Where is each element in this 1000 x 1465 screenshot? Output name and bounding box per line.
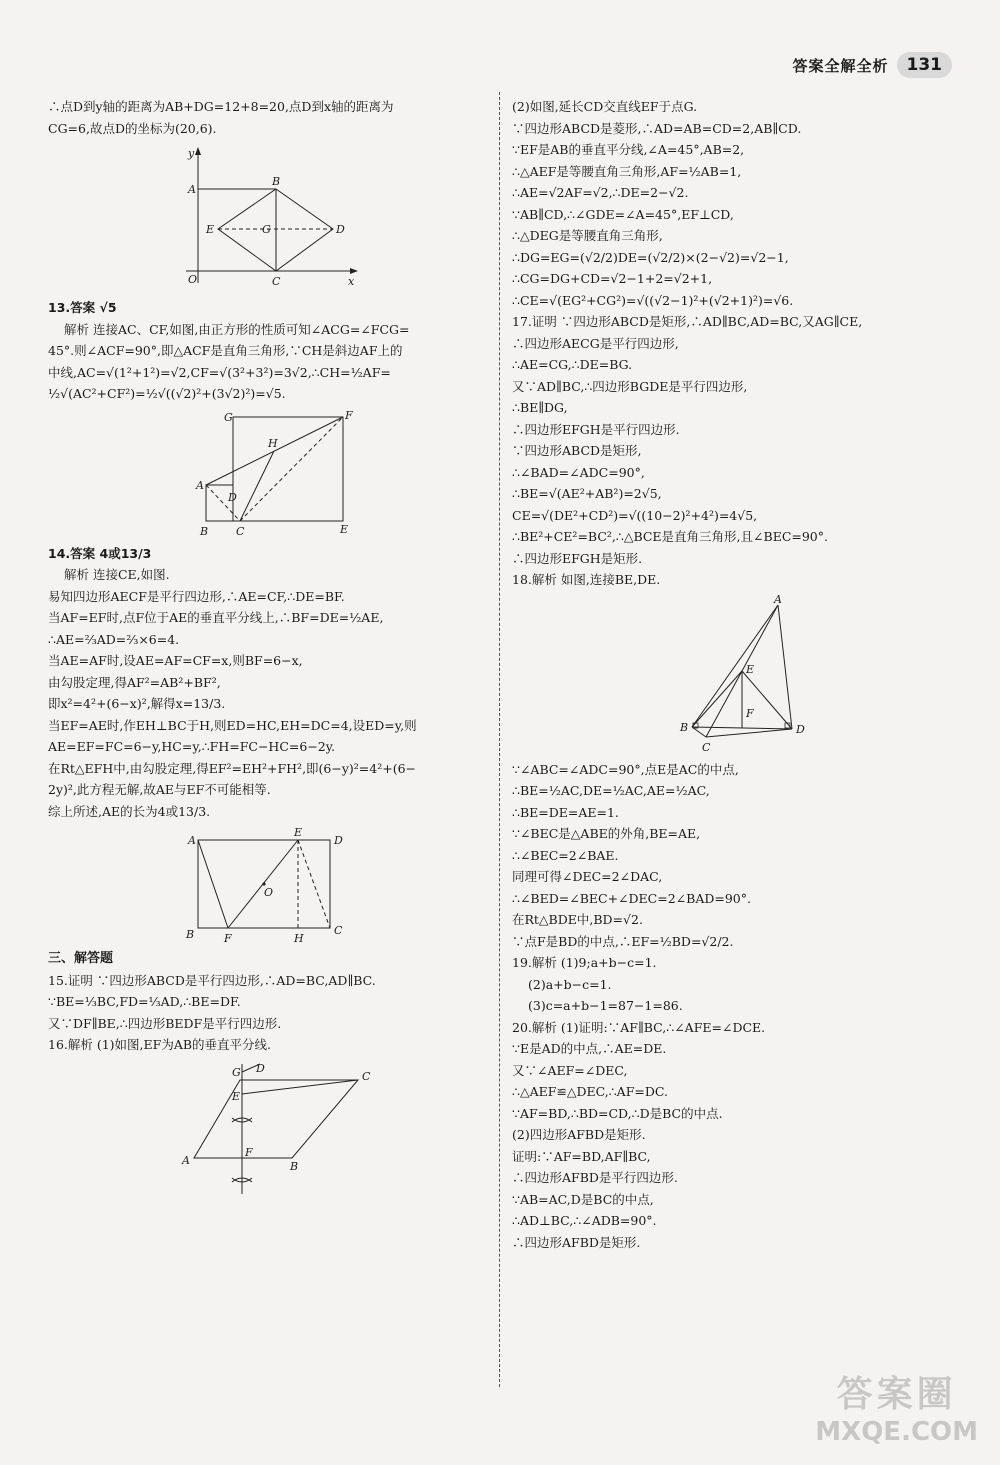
q20-line: ∴四边形AFBD是矩形. bbox=[512, 1234, 641, 1250]
q17-line: 17.证明 ∵四边形ABCD是矩形,∴AD∥BC,AD=BC,又AG∥CE, bbox=[512, 314, 863, 329]
header-title: 答案全解全析 bbox=[792, 56, 889, 75]
fig12-label: E bbox=[206, 223, 215, 236]
fig16-label: G bbox=[232, 1065, 241, 1079]
q13-line: 中线,AC=√(1²+1²)=√2,CF=√(3²+3²)=3√2,∴CH=½AF= bbox=[48, 364, 391, 380]
q17-line: ∴AE=CG,∴DE=BG. bbox=[512, 357, 633, 372]
q18-line: ∴BE=DE=AE=1. bbox=[512, 804, 619, 820]
q15-line: 15.证明 ∵四边形ABCD是平行四边形,∴AD=BC,AD∥BC. bbox=[48, 972, 376, 988]
fig14-label: E bbox=[294, 826, 303, 839]
q17-line: ∴四边形EFGH是矩形. bbox=[512, 550, 643, 566]
q14-line: 2y)²,此方程无解,故AE与EF不可能相等. bbox=[48, 782, 271, 797]
fig13-label: C bbox=[236, 524, 245, 538]
q20-line: 20.解析 (1)证明:∵AF∥BC,∴∠AFE=∠DCE. bbox=[512, 1019, 766, 1035]
q20-line: ∴四边形AFBD是平行四边形. bbox=[512, 1170, 678, 1185]
page-header bbox=[792, 52, 952, 78]
q17-line: 又∵AD∥BC,∴四边形BGDE是平行四边形, bbox=[512, 378, 748, 394]
q20-line: ∵E是AD的中点,∴AE=DE. bbox=[512, 1041, 667, 1056]
q15-line: ∵BE=⅓BC,FD=⅓AD,∴BE=DF. bbox=[48, 994, 241, 1009]
q13-line: 解析 连接AC、CF,如图,由正方形的性质可知∠ACG=∠FCG= bbox=[64, 321, 410, 337]
fig14-label: F bbox=[224, 932, 232, 944]
q16-line: 16.解析 (1)如图,EF为AB的垂直平分线. bbox=[48, 1037, 272, 1052]
fig12-label: A bbox=[188, 183, 196, 196]
q14-line: 当EF=AE时,作EH⊥BC于H,则ED=HC,EH=DC=4,设ED=y,则 bbox=[48, 717, 417, 733]
q14-title: 14.答案 4或13/3 bbox=[48, 545, 152, 561]
q20-line: 证明:∵AF=BD,AF∥BC, bbox=[512, 1148, 651, 1164]
fig18-label: F bbox=[746, 706, 754, 720]
fig12-label: y bbox=[188, 147, 195, 160]
q20-line: ∴AD⊥BC,∴∠ADB=90°. bbox=[512, 1213, 657, 1228]
q14-line: 在Rt△EFH中,由勾股定理,得EF²=EH²+FH²,即(6−y)²=4²+(6− bbox=[48, 760, 417, 776]
q18-line: ∵∠BEC是△ABE的外角,BE=AE, bbox=[512, 826, 701, 841]
fig14-label: A bbox=[188, 834, 196, 847]
q12-line: CG=6,故点D的坐标为(20,6). bbox=[48, 120, 217, 136]
q20-line: ∵AF=BD,∴BD=CD,∴D是BC的中点. bbox=[512, 1105, 723, 1121]
fig13-label: E bbox=[340, 522, 349, 536]
fig16-label: D bbox=[256, 1061, 265, 1075]
fig18-label: E bbox=[746, 662, 755, 676]
fig12-label: O bbox=[188, 273, 198, 286]
fig16-label: F bbox=[245, 1145, 253, 1159]
fig13-label: F bbox=[345, 408, 353, 422]
q14-line: 由勾股定理,得AF²=AB²+BF², bbox=[48, 674, 221, 690]
watermark-url: MXQE.COM bbox=[815, 1417, 978, 1447]
q14-line: 解析 连接CE,如图. bbox=[64, 567, 170, 582]
q19-line: (2)a+b−c=1. bbox=[528, 976, 612, 992]
q16-line: ∴DG=EG=(√2/2)DE=(√2/2)×(2−√2)=√2−1, bbox=[512, 249, 789, 265]
q18-line: 18.解析 如图,连接BE,DE. bbox=[512, 572, 661, 587]
q14-line: ∴AE=⅔AD=⅔×6=4. bbox=[48, 631, 180, 647]
fig14-label: C bbox=[334, 924, 343, 937]
q18-line: 在Rt△BDE中,BD=√2. bbox=[512, 912, 643, 927]
q16-line: ∴△AEF是等腰直角三角形,AF=½AB=1, bbox=[512, 163, 742, 179]
fig14-label: D bbox=[334, 834, 343, 847]
q17-line: ∴∠BAD=∠ADC=90°, bbox=[512, 464, 645, 480]
q13-title: 13.答案 √5 bbox=[48, 300, 117, 315]
fig14-label: H bbox=[294, 932, 304, 944]
q19-line: 19.解析 (1)9;a+b−c=1. bbox=[512, 955, 657, 970]
fig18-label: D bbox=[796, 722, 805, 736]
q18-line: ∵点F是BD的中点,∴EF=½BD=√2/2. bbox=[512, 933, 734, 949]
q20-line: ∵AB=AC,D是BC的中点, bbox=[512, 1191, 654, 1207]
fig12-label: C bbox=[272, 275, 281, 288]
fig13-label: A bbox=[196, 478, 204, 492]
q18-line: ∴∠BED=∠BEC+∠DEC=2∠BAD=90°. bbox=[512, 890, 751, 906]
q17-line: CE=√(DE²+CD²)=√((10−2)²+4²)=4√5, bbox=[512, 507, 758, 523]
figure-q12 bbox=[48, 143, 488, 293]
fig13-label: G bbox=[224, 410, 233, 424]
q16-line: ∴CG=DG+CD=√2−1+2=√2+1, bbox=[512, 271, 713, 286]
fig16-label: B bbox=[290, 1159, 299, 1173]
fig16-label: C bbox=[362, 1069, 371, 1083]
right-column bbox=[512, 96, 952, 1253]
q18-line: ∴∠BEC=2∠BAE. bbox=[512, 847, 619, 863]
q17-line: ∴BE=√(AE²+AB²)=2√5, bbox=[512, 486, 662, 501]
fig13-label: B bbox=[200, 524, 209, 538]
fig13-label: D bbox=[228, 490, 237, 504]
q14-line: AE=EF=FC=6−y,HC=y,∴FH=FC−HC=6−2y. bbox=[48, 739, 336, 754]
fig14-label: O bbox=[264, 886, 274, 899]
fig18-label: C bbox=[702, 740, 711, 754]
fig16-label: A bbox=[182, 1153, 190, 1167]
q16-line: ∵四边形ABCD是菱形,∴AD=AB=CD=2,AB∥CD. bbox=[512, 120, 802, 136]
page-number: 131 bbox=[897, 52, 953, 78]
q14-line: 即x²=4²+(6−x)²,解得x=13/3. bbox=[48, 696, 226, 711]
q16-line: ∴CE=√(EG²+CG²)=√((√2−1)²+(√2+1)²)=√6. bbox=[512, 292, 794, 308]
q20-line: (2)四边形AFBD是矩形. bbox=[512, 1127, 646, 1142]
q16-line: ∴AE=√2AF=√2,∴DE=2−√2. bbox=[512, 185, 689, 200]
q16-line: ∵EF是AB的垂直平分线,∠A=45°,AB=2, bbox=[512, 142, 745, 157]
fig13-label: H bbox=[268, 436, 278, 450]
q13-line: 45°.则∠ACF=90°,即△ACF是直角三角形,∵CH是斜边AF上的 bbox=[48, 343, 403, 358]
q16-line: ∴△DEG是等腰直角三角形, bbox=[512, 228, 663, 243]
q15-line: 又∵DF∥BE,∴四边形BEDF是平行四边形. bbox=[48, 1015, 282, 1031]
q17-line: ∵四边形ABCD是矩形, bbox=[512, 443, 642, 458]
figure-q18 bbox=[512, 595, 952, 755]
q17-line: ∴四边形EFGH是平行四边形. bbox=[512, 421, 680, 437]
q20-line: 又∵∠AEF=∠DEC, bbox=[512, 1062, 628, 1078]
q16-line: (2)如图,延长CD交直线EF于点G. bbox=[512, 99, 698, 114]
fig12-label: x bbox=[348, 275, 355, 288]
left-column bbox=[48, 96, 488, 1202]
fig12-label: D bbox=[336, 223, 345, 236]
q17-line: ∴BE∥DG, bbox=[512, 400, 568, 415]
figure-q16 bbox=[48, 1060, 488, 1198]
q12-line: ∴点D到y轴的距离为AB+DG=12+8=20,点D到x轴的距离为 bbox=[48, 99, 394, 114]
fig16-label: E bbox=[232, 1089, 241, 1103]
q14-line: 综上所述,AE的长为4或13/3. bbox=[48, 803, 211, 819]
q18-line: 同理可得∠DEC=2∠DAC, bbox=[512, 869, 663, 884]
watermark bbox=[815, 1366, 978, 1447]
q17-line: ∴BE²+CE²=BC²,∴△BCE是直角三角形,且∠BEC=90°. bbox=[512, 529, 828, 544]
q14-line: 当AE=AF时,设AE=AF=CF=x,则BF=6−x, bbox=[48, 653, 303, 668]
figure-q13 bbox=[48, 409, 488, 539]
q16-line: ∵AB∥CD,∴∠GDE=∠A=45°,EF⊥CD, bbox=[512, 206, 734, 222]
q18-line: ∴BE=½AC,DE=½AC,AE=½AC, bbox=[512, 783, 710, 798]
q19-line: (3)c=a+b−1=87−1=86. bbox=[528, 998, 683, 1013]
fig12-label: B bbox=[272, 175, 281, 188]
section-heading: 三、解答题 bbox=[48, 951, 114, 966]
q14-line: 当AF=EF时,点F位于AE的垂直平分线上,∴BF=DE=½AE, bbox=[48, 610, 384, 625]
q20-line: ∴△AEF≌△DEC,∴AF=DC. bbox=[512, 1084, 668, 1099]
fig14-label: B bbox=[186, 928, 195, 941]
q13-line: ½√(AC²+CF²)=½√((√2)²+(3√2)²)=√5. bbox=[48, 386, 286, 401]
fig18-label: B bbox=[680, 720, 689, 734]
figure-q14 bbox=[48, 826, 488, 944]
q18-line: ∵∠ABC=∠ADC=90°,点E是AC的中点, bbox=[512, 761, 739, 777]
fig18-label: A bbox=[774, 594, 782, 606]
fig12-label: G bbox=[262, 223, 271, 236]
q14-line: 易知四边形AECF是平行四边形,∴AE=CF,∴DE=BF. bbox=[48, 588, 345, 604]
watermark-title: 答案圈 bbox=[836, 1374, 957, 1415]
q17-line: ∴四边形AECG是平行四边形, bbox=[512, 335, 679, 351]
column-divider bbox=[499, 92, 500, 1387]
